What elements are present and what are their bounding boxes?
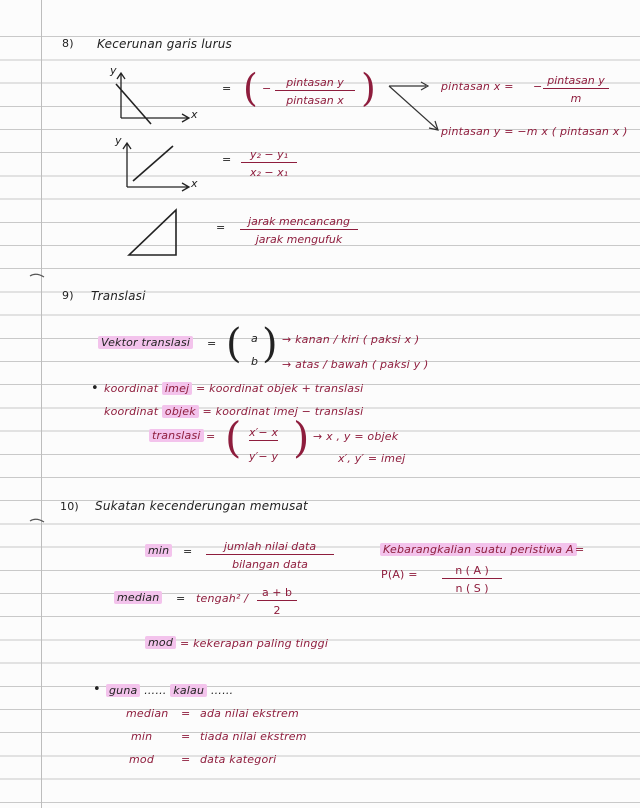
- vector-paren-close: ): [262, 321, 278, 367]
- section-10-number: 10): [60, 500, 79, 513]
- guna-kalau-line: guna …… kalau ……: [106, 684, 233, 697]
- probability-denominator: n ( S ): [455, 582, 489, 595]
- f1-minus-sign: −: [262, 82, 272, 95]
- row2-equals: =: [181, 730, 191, 743]
- vector-a-note: → kanan / kiri ( paksi x ): [282, 333, 420, 346]
- gradient-fraction-intercepts: [275, 76, 355, 107]
- bullet: •: [91, 381, 99, 396]
- min-numerator: jumlah nilai data: [206, 540, 334, 555]
- translasi-equals: =: [206, 430, 216, 443]
- median-numerator: a + b: [257, 586, 297, 601]
- row3-term: mod: [129, 753, 155, 766]
- translasi-note-objek: → x , y = objek: [313, 430, 399, 443]
- median-fraction: [257, 586, 297, 617]
- gradient-fraction-distance: [240, 215, 358, 246]
- translasi-bottom: y′− y: [249, 450, 279, 463]
- paren-open: (: [243, 66, 258, 110]
- koordinat-objek-line: koordinat objek = koordinat imej − translasi: [104, 405, 364, 418]
- probability-equals: =: [575, 543, 585, 556]
- probability-fraction: [442, 564, 502, 595]
- graph2-x-label: x: [191, 177, 198, 190]
- section-9-number: 9): [62, 289, 74, 302]
- row3-desc: data kategori: [200, 753, 277, 766]
- probability-numerator: n ( A ): [442, 564, 502, 579]
- row1-desc: ada nilai ekstrem: [200, 707, 299, 720]
- mod-label: mod: [145, 636, 176, 649]
- bullet-2: •: [93, 682, 101, 697]
- row1-equals: =: [181, 707, 191, 720]
- x-intercept-numerator: pintasan y: [543, 74, 609, 89]
- vector-b-note: → atas / bawah ( paksi y ): [282, 358, 429, 371]
- y-intercept-formula: pintasan y = −m x ( pintasan x ): [441, 125, 628, 138]
- f3-denominator: jarak mengufuk: [255, 233, 343, 246]
- f2-denominator: x₂ − x₁: [249, 166, 289, 179]
- translasi-label: translasi: [149, 429, 204, 442]
- right-triangle: [129, 210, 176, 255]
- min-denominator: bilangan data: [232, 558, 308, 571]
- margin-scribble: [30, 274, 44, 277]
- probability-lhs: P(A) =: [381, 568, 418, 581]
- row2-desc: tiada nilai ekstrem: [200, 730, 307, 743]
- vector-paren-open: (: [226, 321, 242, 367]
- vector-a: a: [251, 332, 258, 345]
- gradient-fraction-coordinates: [241, 148, 297, 179]
- graph-negative-gradient: [116, 73, 189, 124]
- graph1-y-label: y: [110, 64, 117, 77]
- section-9-title: Translasi: [91, 289, 146, 303]
- x-intercept-lhs: pintasan x =: [441, 80, 514, 93]
- min-label: min: [145, 544, 172, 557]
- graph1-x-label: x: [191, 108, 198, 121]
- f3-numerator: jarak mencancang: [240, 215, 358, 230]
- f2-numerator: y₂ − y₁: [241, 148, 297, 163]
- median-equals: =: [176, 592, 186, 605]
- section-10-title: Sukatan kecenderungan memusat: [95, 499, 308, 513]
- translasi-paren-open: (: [225, 413, 242, 462]
- row3-equals: =: [181, 753, 191, 766]
- median-denominator: 2: [273, 604, 281, 617]
- translasi-paren-close: ): [293, 413, 310, 462]
- vector-b: b: [251, 355, 259, 368]
- row2-term: min: [131, 730, 153, 743]
- mod-definition: = kekerapan paling tinggi: [180, 637, 329, 650]
- f1-denominator: pintasan x: [286, 94, 344, 107]
- margin-scribble: [30, 519, 44, 522]
- paren-close: ): [361, 66, 376, 110]
- section-8-title: Kecerunan garis lurus: [97, 37, 232, 51]
- median-text: tengah² /: [196, 592, 249, 605]
- row1-term: median: [126, 707, 169, 720]
- x-intercept-minus: −: [533, 80, 543, 93]
- x-intercept-fraction: [543, 74, 609, 105]
- branch-arrows: [389, 82, 438, 130]
- graph2-y-label: y: [115, 134, 122, 147]
- x-intercept-denominator: m: [570, 92, 582, 105]
- f1-numerator: pintasan y: [275, 76, 355, 91]
- section-8-number: 8): [62, 37, 74, 50]
- median-label: median: [114, 591, 162, 604]
- gradient-equals-2: =: [222, 153, 232, 166]
- vector-label: Vektor translasi: [98, 336, 193, 349]
- vector-equals: =: [207, 337, 217, 350]
- gradient-equals-1: =: [222, 82, 232, 95]
- graph-positive-gradient: [123, 143, 189, 191]
- gradient-equals-3: =: [216, 221, 226, 234]
- koordinat-imej-line: koordinat imej = koordinat objek + translasi: [104, 382, 364, 395]
- translasi-top: x′− x: [249, 426, 279, 439]
- min-fraction: [206, 540, 334, 571]
- probability-label: Kebarangkalian suatu peristiwa A: [380, 543, 577, 556]
- translasi-note-imej: x′, y′ = imej: [338, 452, 406, 465]
- min-equals: =: [183, 545, 193, 558]
